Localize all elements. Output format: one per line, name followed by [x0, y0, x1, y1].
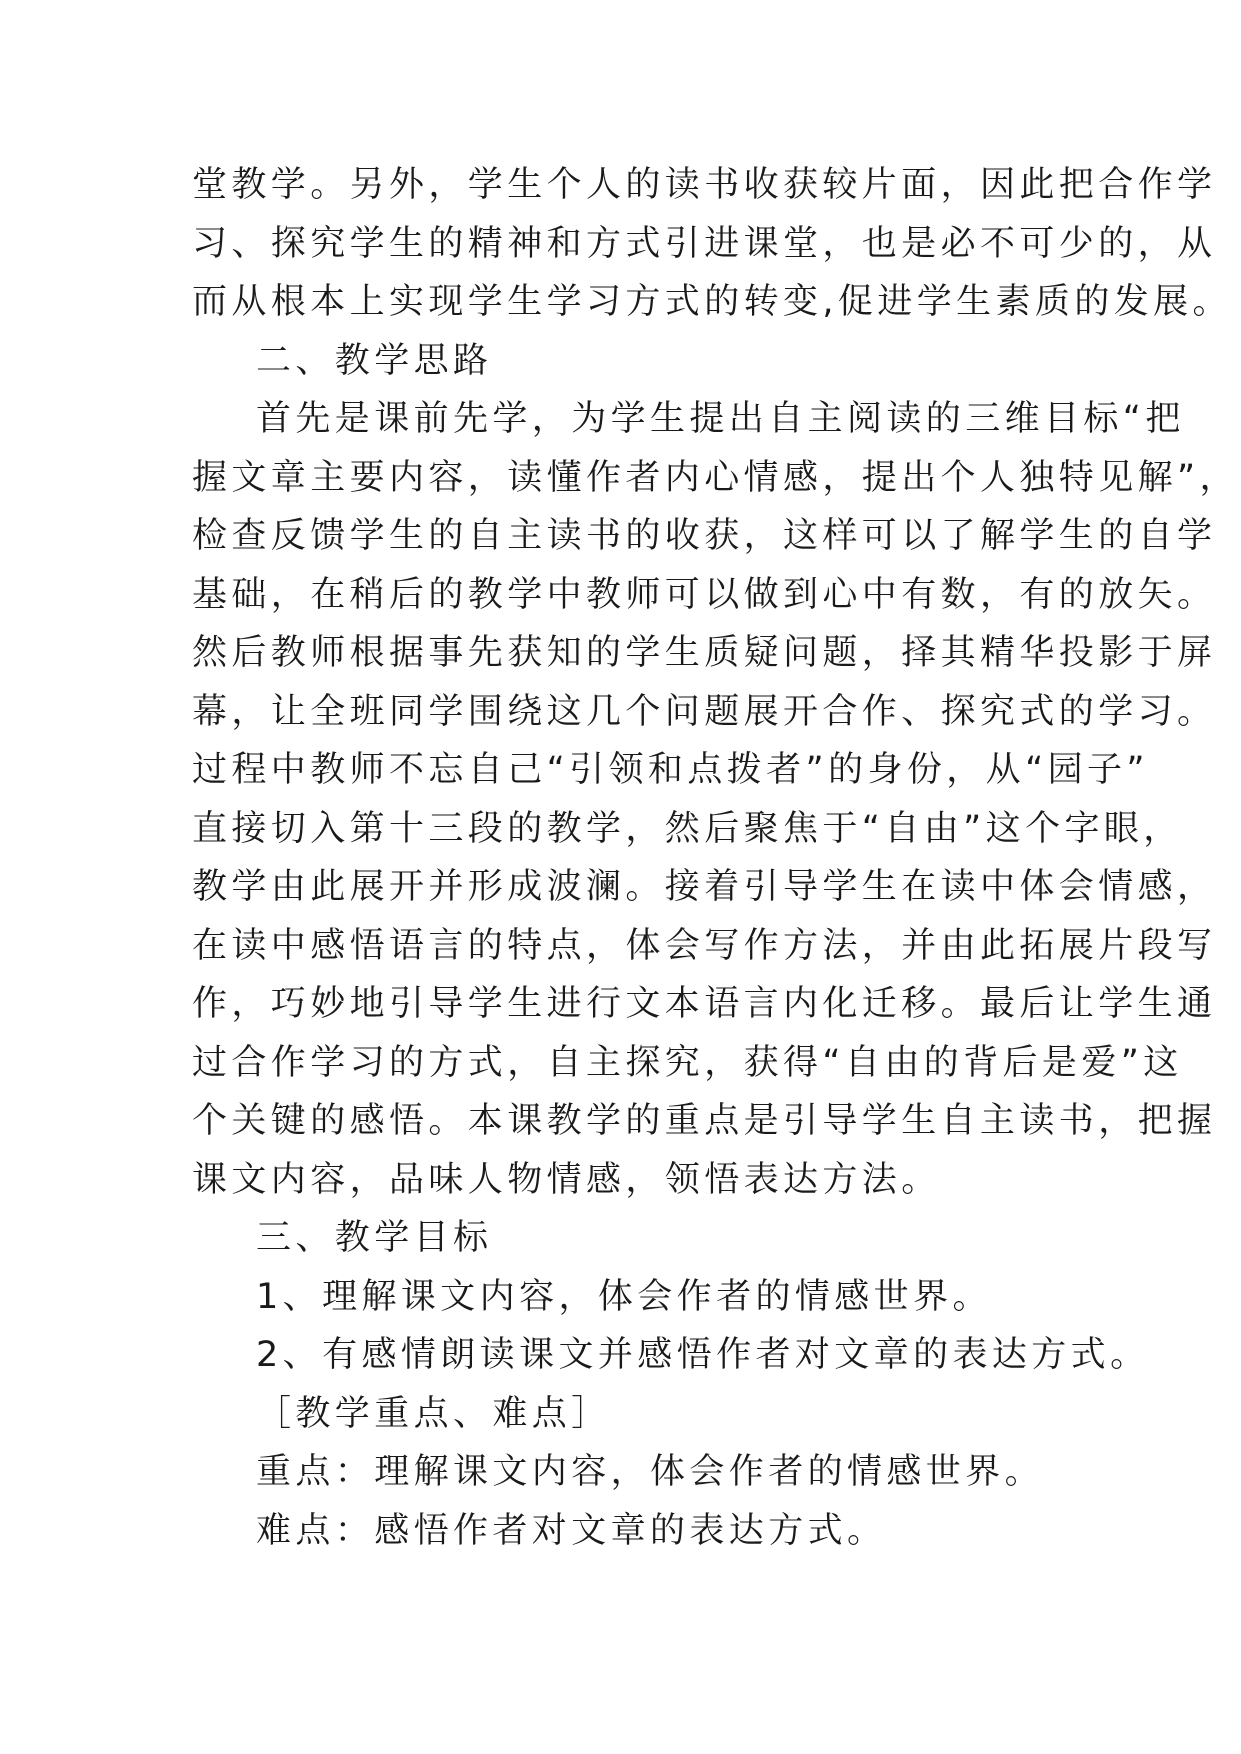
- section-heading: [0, 331, 1241, 391]
- line-text: 重点：理解课文内容，体会作者的情感世界。: [256, 1452, 1045, 1492]
- body-line: [0, 857, 1241, 917]
- line-text: 堂教学。另外，学生个人的读书收获较片面，因此把合作学: [192, 165, 1217, 205]
- body-line: [0, 682, 1241, 742]
- subsection-heading: [0, 1384, 1241, 1444]
- line-text: 然后教师根据事先获知的学生质疑问题，择其精华投影于屏: [192, 633, 1217, 673]
- line-text: ［教学重点、难点］: [256, 1394, 611, 1434]
- line-text: 基础，在稍后的教学中教师可以做到心中有数，有的放矢。: [192, 575, 1217, 615]
- line-text: 难点：感悟作者对文章的表达方式。: [256, 1511, 887, 1551]
- body-line: [0, 1033, 1241, 1093]
- list-item: [0, 1325, 1241, 1385]
- line-text: 检查反馈学生的自主读书的收获，这样可以了解学生的自学: [192, 516, 1217, 556]
- body-line: [0, 565, 1241, 625]
- line-text: 过合作学习的方式，自主探究，获得“自由的背后是爱”这: [192, 1043, 1183, 1083]
- body-line: [0, 448, 1241, 508]
- body-line: [0, 916, 1241, 976]
- line-text: 在读中感悟语言的特点，体会写作方法，并由此拓展片段写: [192, 926, 1217, 966]
- line-text: 个关键的感悟。本课教学的重点是引导学生自主读书，把握: [192, 1101, 1217, 1141]
- heading-text: 二、教学思路: [256, 341, 493, 381]
- line-text: 2、有感情朗读课文并感悟作者对文章的表达方式。: [256, 1335, 1150, 1375]
- line-text: 幕，让全班同学围绕这几个问题展开合作、探究式的学习。: [192, 692, 1217, 732]
- body-line: [0, 740, 1241, 800]
- list-item: [0, 1267, 1241, 1327]
- key-point: [0, 1442, 1241, 1502]
- body-line: [0, 214, 1241, 274]
- body-line: [0, 389, 1241, 449]
- difficult-point: [0, 1501, 1241, 1561]
- line-text: 过程中教师不忘自己“引领和点拨者”的身份，从“园子”: [192, 750, 1149, 790]
- line-text: 直接切入第十三段的教学，然后聚焦于“自由”这个字眼，: [192, 809, 1183, 849]
- heading-text: 三、教学目标: [256, 1218, 493, 1258]
- body-line: [0, 155, 1241, 215]
- line-text: 作，巧妙地引导学生进行文本语言内化迁移。最后让学生通: [192, 984, 1217, 1024]
- body-line: [0, 506, 1241, 566]
- line-text: 习、探究学生的精神和方式引进课堂，也是必不可少的，从: [192, 224, 1217, 264]
- body-line: [0, 974, 1241, 1034]
- line-text: 而从根本上实现学生学习方式的转变,促进学生素质的发展。: [192, 282, 1232, 322]
- body-line: [0, 1091, 1241, 1151]
- body-line: [0, 623, 1241, 683]
- body-line: [0, 1150, 1241, 1210]
- line-text: 课文内容，品味人物情感，领悟表达方法。: [192, 1160, 941, 1200]
- body-line: [0, 272, 1241, 332]
- line-text: 握文章主要内容，读懂作者内心情感，提出个人独特见解”，: [192, 458, 1239, 498]
- body-line: [0, 799, 1241, 859]
- line-text: 1、理解课文内容，体会作者的情感世界。: [256, 1277, 992, 1317]
- line-text: 首先是课前先学，为学生提出自主阅读的三维目标“把: [256, 399, 1185, 439]
- line-text: 教学由此展开并形成波澜。接着引导学生在读中体会情感，: [192, 867, 1217, 907]
- section-heading: [0, 1208, 1241, 1268]
